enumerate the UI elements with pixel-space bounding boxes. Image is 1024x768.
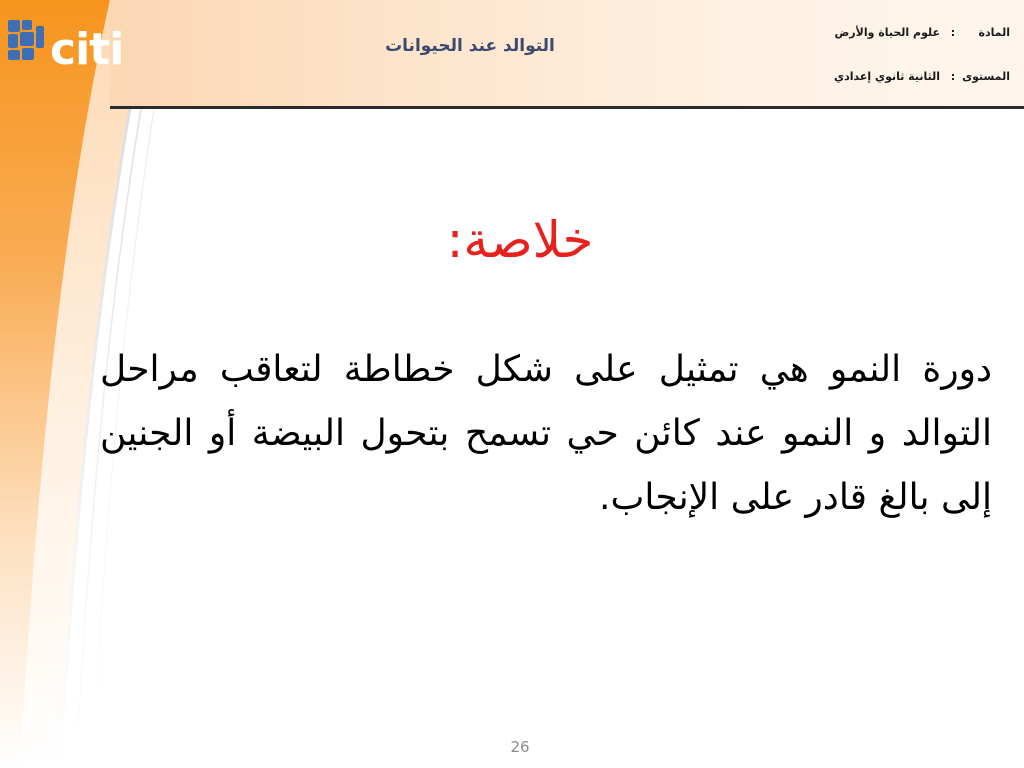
- summary-heading: خلاصة:: [446, 211, 594, 269]
- level-value: الثانية ثانوي إعدادي: [834, 70, 940, 83]
- page-number: 26: [510, 738, 530, 756]
- header-divider: [110, 106, 1024, 109]
- citi-logo: [6, 18, 126, 75]
- logo-blocks-icon: [6, 18, 46, 62]
- level-row: [770, 70, 1010, 83]
- level-label: المستوى: [962, 70, 1010, 83]
- subject-value: علوم الحياة والأرض: [834, 26, 940, 39]
- subject-row: [770, 26, 1010, 39]
- level-separator: :: [950, 70, 956, 83]
- chapter-title: التوالد عند الحيوانات: [385, 36, 555, 56]
- logo-text: citi: [50, 24, 124, 75]
- subject-separator: :: [950, 26, 956, 39]
- summary-body: دورة النمو هي تمثيل على شكل خطاطة لتعاقب مراحل التوالد و النمو عند كائن حي تسمح بتحول البيضة أو الجنين إلى بالغ قادر على الإنجاب.: [100, 349, 992, 518]
- subject-label: المادة: [978, 26, 1010, 39]
